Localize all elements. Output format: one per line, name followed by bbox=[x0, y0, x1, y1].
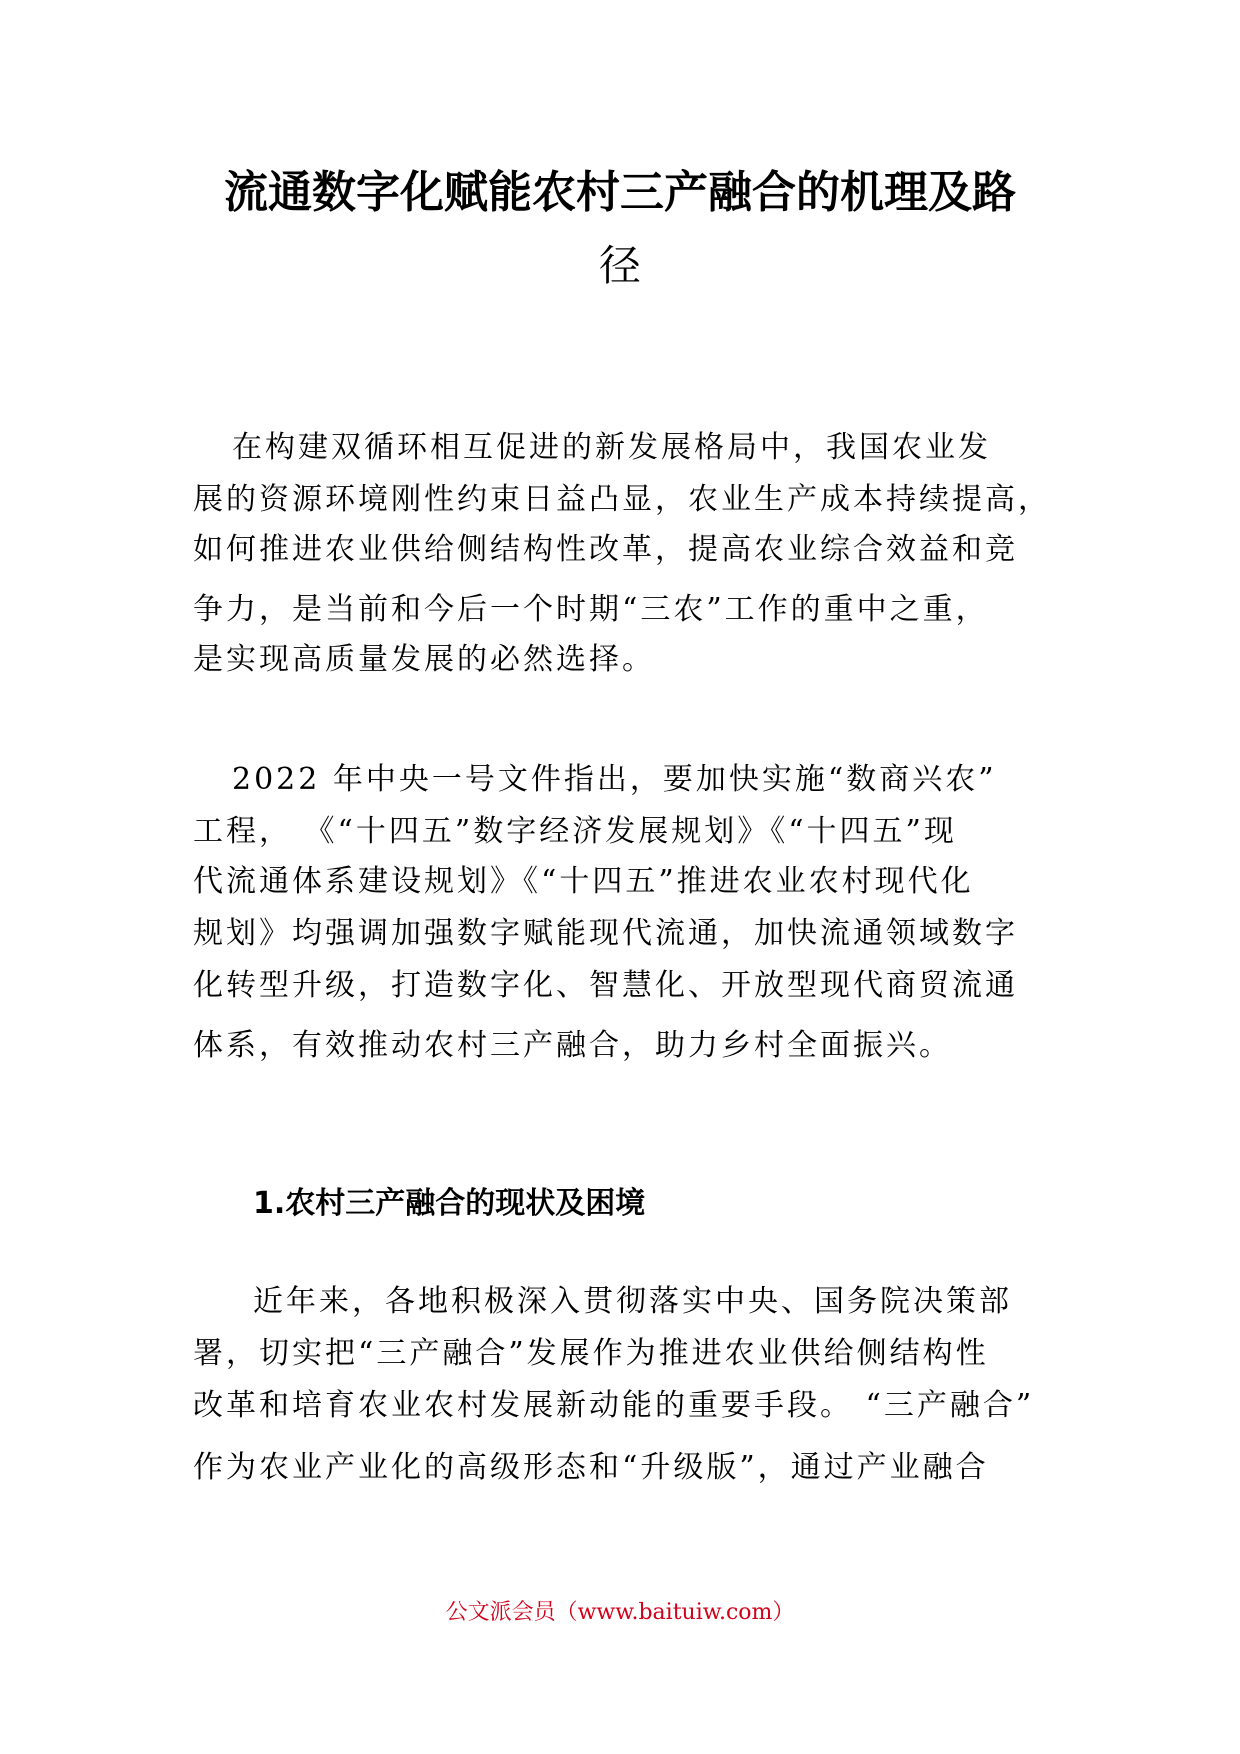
paragraph-line: 改革和培育农业农村发展新动能的重要手段。 “三产融合” bbox=[193, 1388, 1035, 1423]
paragraph-line: 展的资源环境刚性约束日益凸显，农业生产成本持续提高， bbox=[193, 482, 1051, 517]
paragraph-line: 体系，有效推动农村三产融合，助力乡村全面振兴。 bbox=[193, 1028, 952, 1063]
document-title: 流通数字化赋能农村三产融合的机理及路 bbox=[224, 167, 1016, 218]
paragraph-line: 在构建双循环相互促进的新发展格局中，我国农业发 bbox=[232, 430, 991, 465]
paragraph-line: 如何推进农业供给侧结构性改革，提高农业综合效益和竞 bbox=[193, 532, 1018, 567]
paragraph-line: 规划》均强调加强数字赋能现代流通，加快流通领域数字 bbox=[193, 916, 1018, 951]
paragraph-line: 化转型升级，打造数字化、智慧化、开放型现代商贸流通 bbox=[193, 968, 1018, 1003]
paragraph-line: 代流通体系建设规划》《“十四五”推进农业农村现代化 bbox=[193, 864, 974, 899]
paragraph-line: 争力，是当前和今后一个时期“三农”工作的重中之重， bbox=[193, 592, 989, 627]
paragraph-line: 工程， 《“十四五”数字经济发展规划》《“十四五”现 bbox=[193, 814, 957, 849]
document-title-continuation: 径 bbox=[598, 241, 641, 290]
paragraph-line: 2022 年中央一号文件指出，要加快实施“数商兴农” bbox=[232, 762, 997, 797]
paragraph-line: 是实现高质量发展的必然选择。 bbox=[193, 642, 655, 677]
paragraph-line: 作为农业产业化的高级形态和“升级版”，通过产业融合 bbox=[193, 1450, 989, 1485]
paragraph-line: 署，切实把“三产融合”发展作为推进农业供给侧结构性 bbox=[193, 1336, 989, 1371]
section-heading: 1.农村三产融合的现状及困境 bbox=[253, 1186, 646, 1221]
footer-watermark-text: 公文派会员（www.baituiw.com） bbox=[445, 1600, 795, 1625]
paragraph-line: 近年来，各地积极深入贯彻落实中央、国务院决策部 bbox=[253, 1284, 1012, 1319]
